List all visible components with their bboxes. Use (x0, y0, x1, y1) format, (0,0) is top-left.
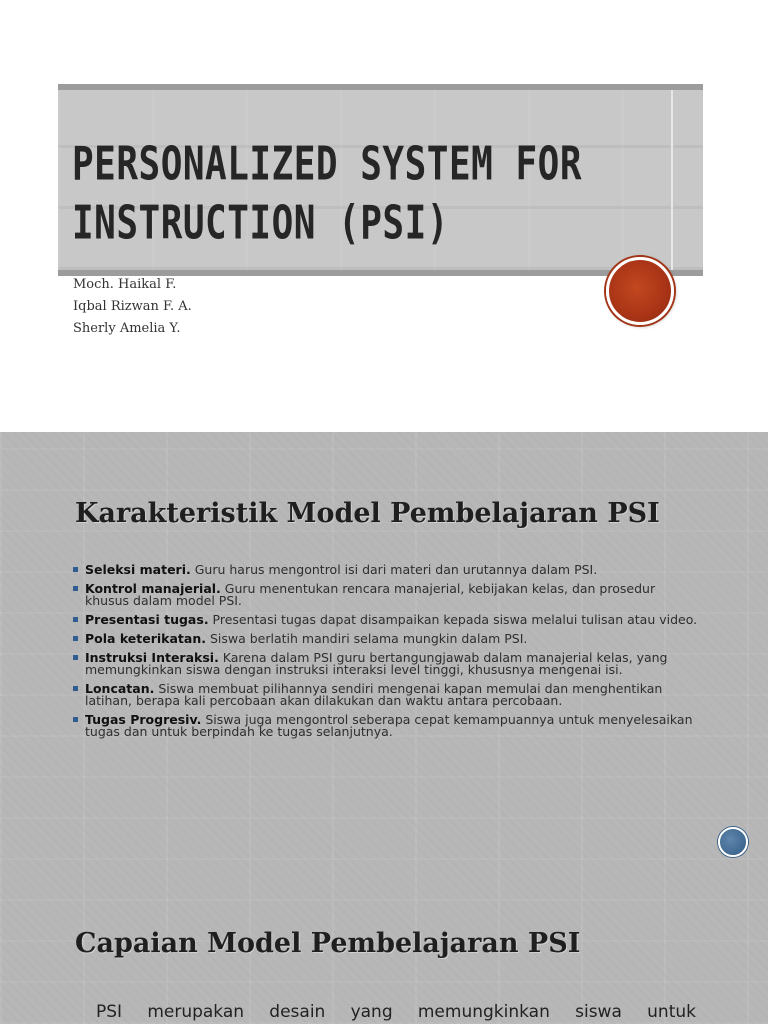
paragraph-word: merupakan (147, 1002, 245, 1022)
paragraph-word: PSI (96, 1002, 123, 1022)
bullet-term-punct: . (196, 712, 202, 727)
paragraph-word: untuk (647, 1002, 696, 1022)
bullet-list (72, 564, 702, 745)
list-item (72, 714, 702, 738)
bullet-square-icon (73, 655, 78, 660)
slide-title-line-2: INSTRUCTION (PSI) (72, 197, 449, 250)
bullet-square-icon (73, 717, 78, 722)
title-band (58, 84, 703, 276)
bullet-term-punct: . (186, 562, 191, 577)
bullet-square-icon (73, 617, 78, 622)
bullet-term: Instruksi Interaksi (85, 650, 215, 665)
slide-title (72, 136, 632, 254)
paragraph-word: siswa (575, 1002, 622, 1022)
decorative-blue-circle (718, 827, 748, 857)
bullet-term: Pola keterikatan (85, 631, 202, 646)
list-item (72, 564, 702, 576)
bullet-term-punct: . (201, 631, 206, 646)
bullet-term: Tugas Progresiv (85, 712, 197, 727)
list-item (72, 614, 702, 626)
paragraph-word: desain (269, 1002, 326, 1022)
justified-paragraph (96, 1002, 696, 1022)
bullet-square-icon (73, 686, 78, 691)
bullet-term-punct: . (216, 581, 221, 596)
bullet-text: Guru menentukan rencara manajerial, kebijakan kelas, dan prosedur khusus dalam model PSI. (85, 581, 656, 608)
content-slide (0, 432, 768, 1024)
list-item (72, 583, 702, 607)
band-divider (671, 90, 673, 270)
bullet-term: Presentasi tugas (85, 612, 204, 627)
bullet-text: Karena dalam PSI guru bertangungjawab dalam manajerial kelas, yang memungkinkan siswa dengan instruksi interaksi level tinggi, khususnya mengenai isi. (85, 650, 668, 677)
paragraph-word: memungkinkan (417, 1002, 550, 1022)
bullet-square-icon (73, 567, 78, 572)
author-name: Sherly Amelia Y. (73, 321, 181, 336)
list-item (72, 652, 702, 676)
bullet-text: Siswa juga mengontrol seberapa cepat kemampuannya untuk menyelesaikan tugas dan untuk berpindah ke tugas selanjutnya. (85, 712, 693, 739)
bullet-text: Siswa membuat pilihannya sendiri mengenai kapan memulai dan menghentikan latihan, berapa kali percobaan akan dilakukan dan waktu antara percobaan. (85, 681, 663, 708)
bullet-term: Loncatan (85, 681, 150, 696)
bullet-text: Guru harus mengontrol isi dari materi dan urutannya dalam PSI. (190, 562, 598, 577)
bullet-square-icon (73, 586, 78, 591)
bullet-term-punct: . (149, 681, 155, 696)
author-name: Iqbal Rizwan F. A. (73, 299, 192, 314)
section-title: Karakteristik Model Pembelajaran PSI (75, 498, 660, 529)
bullet-term-punct: . (203, 612, 209, 627)
section-title-2: Capaian Model Pembelajaran PSI (75, 928, 581, 959)
list-item (72, 683, 702, 707)
bullet-text: Presentasi tugas dapat disampaikan kepada siswa melalui tulisan atau video. (208, 612, 698, 627)
bullet-square-icon (73, 636, 78, 641)
bullet-text: Siswa berlatih mandiri selama mungkin dalam PSI. (206, 631, 528, 646)
bullet-term-punct: . (214, 650, 219, 665)
title-slide (0, 0, 768, 432)
paragraph-word: yang (350, 1002, 393, 1022)
list-item (72, 633, 702, 645)
decorative-red-circle (606, 257, 674, 325)
bullet-term: Seleksi materi (85, 562, 186, 577)
bullet-term: Kontrol manajerial (85, 581, 217, 596)
slide-title-line-1: PERSONALIZED SYSTEM FOR (72, 138, 582, 192)
author-name: Moch. Haikal F. (73, 277, 177, 292)
author-list (73, 274, 192, 340)
